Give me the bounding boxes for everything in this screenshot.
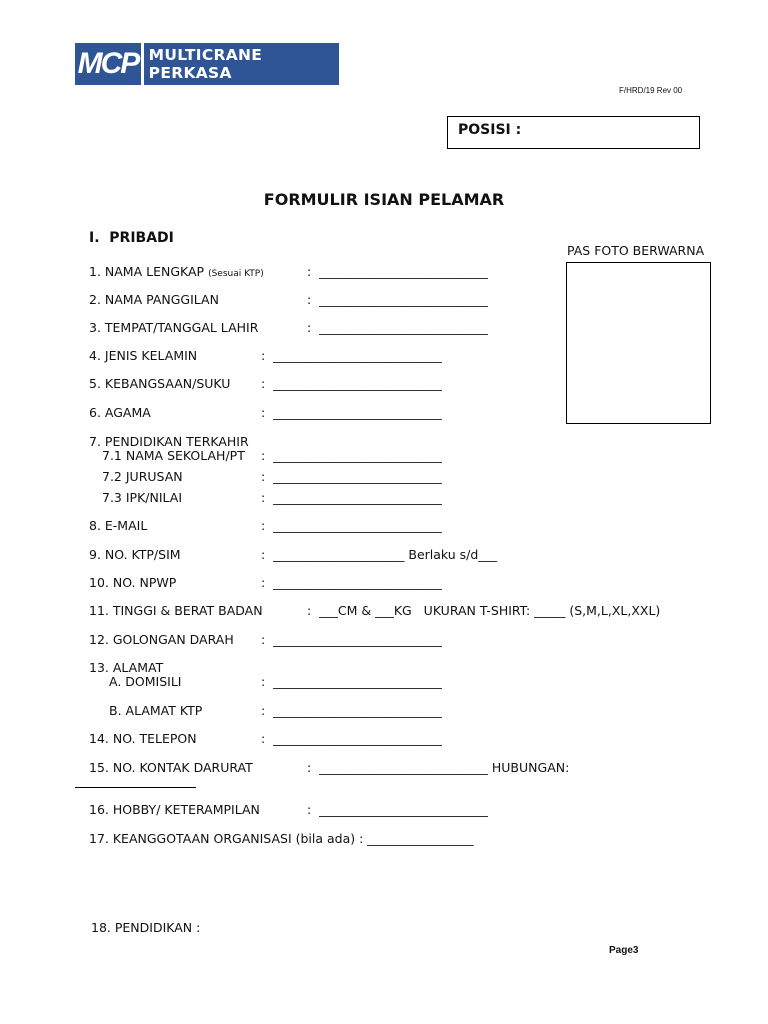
field-blank-hobby[interactable]: : ___________________________ — [307, 802, 488, 817]
field-label-golongan-darah: 12. GOLONGAN DARAH — [89, 632, 234, 647]
company-logo — [75, 43, 339, 85]
field-blank-jurusan[interactable]: : ___________________________ — [261, 469, 442, 484]
logo-company-name: MULTICRANE PERKASA — [148, 46, 263, 82]
posisi-label: POSISI : — [458, 122, 522, 138]
field-label-hobby: 16. HOBBY/ KETERAMPILAN — [89, 802, 260, 817]
field-blank-nama-panggilan[interactable]: : ___________________________ — [307, 292, 488, 307]
field-label-text: 1. NAMA LENGKAP — [89, 264, 205, 279]
field-label-domisili: A. DOMISILI — [109, 674, 182, 689]
field-blank-nama-lengkap[interactable]: : ___________________________ — [307, 264, 488, 279]
document-code: F/HRD/19 Rev 00 — [619, 86, 683, 95]
field-blank-ktp-sim[interactable]: : _____________________ Berlaku s/d___ — [261, 547, 498, 562]
field-label-email: 8. E-MAIL — [89, 518, 148, 533]
hubungan-underline[interactable] — [75, 787, 196, 788]
field-blank-agama[interactable]: : ___________________________ — [261, 405, 442, 420]
field-label-jenis-kelamin: 4. JENIS KELAMIN — [89, 348, 198, 363]
field-blank-nama-sekolah[interactable]: : ___________________________ — [261, 448, 442, 463]
field-label-nama-panggilan: 2. NAMA PANGGILAN — [89, 292, 219, 307]
form-title: FORMULIR ISIAN PELAMAR — [263, 190, 505, 209]
field-blank-kebangsaan[interactable]: : ___________________________ — [261, 376, 442, 391]
field-label-jurusan: 7.2 JURUSAN — [102, 469, 183, 484]
field-blank-kontak-darurat[interactable]: : ___________________________ HUBUNGAN: — [307, 760, 570, 775]
field-blank-npwp[interactable]: : ___________________________ — [261, 575, 442, 590]
field-label-organisasi: 17. KEANGGOTAAN ORGANISASI (bila ada) : _________________ — [89, 831, 474, 846]
field-blank-tinggi-berat[interactable]: : ___CM & ___KG UKURAN T-SHIRT: _____ (S,M,L,XL,XXL) — [307, 603, 661, 618]
posisi-field[interactable] — [447, 116, 700, 149]
field-note: (Sesuai KTP) — [208, 269, 264, 279]
field-label-ktp-sim: 9. NO. KTP/SIM — [89, 547, 181, 562]
field-label-alamat-ktp: B. ALAMAT KTP — [109, 703, 203, 718]
field-label-tinggi-berat: 11. TINGGI & BERAT BADAN — [89, 603, 263, 618]
field-blank-ipk[interactable]: : ___________________________ — [261, 490, 442, 505]
field-label-npwp: 10. NO. NPWP — [89, 575, 177, 590]
field-label-tempat-tanggal-lahir: 3. TEMPAT/TANGGAL LAHIR — [89, 320, 259, 335]
field-label-nama-sekolah: 7.1 NAMA SEKOLAH/PT — [102, 448, 245, 463]
field-label-pendidikan-terakhir: 7. PENDIDIKAN TERKAHIR — [89, 434, 249, 449]
field-label-nama-lengkap — [89, 264, 264, 279]
field-blank-telepon[interactable]: : ___________________________ — [261, 731, 442, 746]
field-label-kebangsaan: 5. KEBANGSAAN/SUKU — [89, 376, 231, 391]
field-label-alamat: 13. ALAMAT — [89, 660, 164, 675]
photo-box[interactable] — [566, 262, 711, 424]
section-heading: I. PRIBADI — [89, 230, 174, 246]
field-blank-email[interactable]: : ___________________________ — [261, 518, 442, 533]
field-label-kontak-darurat: 15. NO. KONTAK DARURAT — [89, 760, 253, 775]
field-blank-golongan-darah[interactable]: : ___________________________ — [261, 632, 442, 647]
field-blank-alamat-ktp[interactable]: : ___________________________ — [261, 703, 442, 718]
field-label-telepon: 14. NO. TELEPON — [89, 731, 197, 746]
field-label-agama: 6. AGAMA — [89, 405, 151, 420]
page-number: Page3 — [609, 945, 639, 956]
field-blank-tempat-tanggal-lahir[interactable]: : ___________________________ — [307, 320, 488, 335]
field-blank-jenis-kelamin[interactable]: : ___________________________ — [261, 348, 442, 363]
photo-label: PAS FOTO BERWARNA — [567, 243, 705, 258]
field-label-ipk: 7.3 IPK/NILAI — [102, 490, 183, 505]
logo-mark: MCP — [75, 43, 141, 85]
field-blank-domisili[interactable]: : ___________________________ — [261, 674, 442, 689]
field-label-pendidikan: 18. PENDIDIKAN : — [91, 920, 201, 935]
